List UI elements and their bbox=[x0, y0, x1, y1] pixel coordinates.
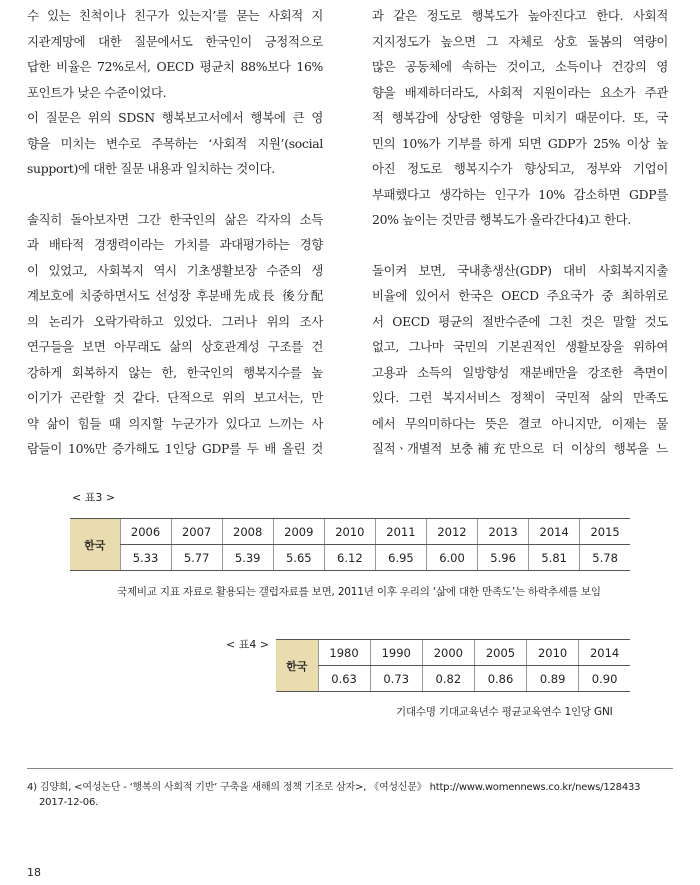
table4-value: 0.90 bbox=[579, 666, 630, 692]
text-line: 많은 공동체에 속하는 것이고, 소득이나 건강의 영 bbox=[372, 59, 668, 74]
text-line: 약 삶이 힘들 때 의지할 누군가가 있다고 느끼는 사 bbox=[27, 415, 323, 431]
table4-year: 2005 bbox=[474, 640, 526, 666]
text-line: 민의 10%가 기부를 하게 되면 GDP가 25% 이상 높 bbox=[372, 135, 668, 151]
table4-year: 2000 bbox=[422, 640, 474, 666]
footnote-line: 2017-12-06. bbox=[39, 797, 99, 808]
table4-year: 2010 bbox=[527, 640, 579, 666]
text-line: 계보호에 치중하면서도 선성장 후분배先成長 後分配 bbox=[27, 288, 323, 303]
footnote-line: 4) 김양희, <여성논단 - ‘행복의 사회적 기반’ 구축을 새해의 정책 기조로 삼자>, 《여성신문》 http://www.womennews.co.kr/news/128433 bbox=[27, 782, 641, 793]
left-paragraph-1 bbox=[27, 3, 323, 105]
text-line: 없고, 그나마 국민의 기본권적인 생활보장을 위하여 bbox=[372, 339, 668, 354]
table4-value: 0.73 bbox=[370, 666, 422, 692]
table4-value: 0.82 bbox=[422, 666, 474, 692]
table3-note: 국제비교 지표 자료로 활용되는 갤럽자료를 보면, 2011년 이후 우리의 ‘삶에 대한 만족도’는 하락추세를 보임 bbox=[117, 586, 601, 598]
table3-value: 5.81 bbox=[529, 545, 580, 571]
table4-year-row bbox=[276, 640, 630, 666]
text-line: 과 같은 정도로 행복도가 높아진다고 한다. 사회적 bbox=[372, 8, 668, 23]
table4-note: 기대수명 기대교육년수 평균교육연수 1인당 GNI bbox=[396, 706, 613, 718]
table3-label: < 표3 > bbox=[72, 491, 116, 504]
table4 bbox=[276, 639, 630, 692]
footnote-divider bbox=[27, 768, 673, 769]
text-line: 연구들을 보면 아무래도 삶의 상호관계성 구조를 건 bbox=[27, 339, 323, 354]
table4-year: 1990 bbox=[370, 640, 422, 666]
left-paragraph-3 bbox=[27, 207, 323, 462]
text-line: 질적ㆍ개별적 보충補充만으로 더 이상의 행복을 느 bbox=[372, 441, 668, 456]
text-line: 돌이켜 보면, 국내총생산(GDP) 대비 사회복지지출 bbox=[372, 262, 668, 278]
table4-label: < 표4 > bbox=[226, 638, 270, 651]
text-line: 솔직히 돌아보자면 그간 한국인의 삶은 각자의 소득 bbox=[27, 211, 323, 227]
right-column bbox=[372, 3, 668, 462]
table3 bbox=[70, 518, 630, 571]
text-line: 아진 정도로 행복지수가 향상되고, 정부와 기업이 bbox=[372, 161, 668, 176]
table4-year: 1980 bbox=[318, 640, 370, 666]
table4-value: 0.63 bbox=[318, 666, 370, 692]
text-line: support)에 대한 질문 내용과 일치하는 것이다. bbox=[27, 161, 275, 176]
table4-value-row bbox=[276, 666, 630, 692]
text-line: 있다. 그런 복지서비스 정책이 국민적 삶의 만족도 bbox=[372, 390, 668, 405]
text-line: 향을 미치는 변수로 주목하는 ‘사회적 지원’(social bbox=[27, 135, 323, 151]
text-line: 과 배타적 경쟁력이라는 가치를 과대평가하는 경향 bbox=[27, 237, 323, 252]
left-column bbox=[27, 3, 323, 462]
text-line: 의 논리가 오락가락하고 있었다. 그러나 위의 조사 bbox=[27, 313, 323, 329]
text-line: 수 있는 친척이나 친구가 있는지’를 묻는 사회적 지 bbox=[27, 8, 323, 23]
text-line: 이기가 곤란할 것 같다. 단적으로 위의 보고서는, 만 bbox=[27, 390, 323, 405]
text-line: 고용과 소득의 일방향성 재분배만을 강조한 측면이 bbox=[372, 364, 668, 380]
table3-year: 2009 bbox=[273, 519, 324, 545]
text-line: 이 있었고, 사회복지 역시 기초생활보장 수준의 생 bbox=[27, 262, 323, 278]
text-line: 향을 배제하더라도, 사회적 지원이라는 요소가 주관 bbox=[372, 84, 668, 100]
text-line: 부패했다고 생각하는 인구가 10% 감소하면 GDP를 bbox=[372, 186, 668, 202]
table3-year: 2007 bbox=[171, 519, 222, 545]
table3-year: 2011 bbox=[375, 519, 426, 545]
table3-value: 6.00 bbox=[426, 545, 477, 571]
table3-value: 6.12 bbox=[324, 545, 375, 571]
table3-value: 5.78 bbox=[580, 545, 630, 571]
table3-value-row bbox=[70, 545, 630, 571]
table3-year: 2008 bbox=[222, 519, 273, 545]
table3-value: 5.77 bbox=[171, 545, 222, 571]
table4-year: 2014 bbox=[579, 640, 630, 666]
table3-year: 2006 bbox=[120, 519, 171, 545]
right-paragraph-1 bbox=[372, 3, 668, 233]
table3-value: 5.96 bbox=[478, 545, 529, 571]
table3-year: 2015 bbox=[580, 519, 630, 545]
table3-year: 2013 bbox=[478, 519, 529, 545]
text-line: 지지정도가 높으면 그 자체로 상호 돌봄의 역량이 bbox=[372, 33, 668, 49]
text-line: 람들이 10%만 증가해도 1인당 GDP를 두 배 올린 것 bbox=[27, 441, 323, 456]
page-number: 18 bbox=[27, 866, 41, 879]
table3-value: 6.95 bbox=[375, 545, 426, 571]
text-line: 지관계망에 대한 질문에서도 한국인이 긍정적으로 bbox=[27, 33, 323, 49]
table3-year-row bbox=[70, 519, 630, 545]
text-line: 적 행복감에 상당한 영향을 미치기 때문이다. 또, 국 bbox=[372, 110, 668, 125]
text-line: 답한 비율은 72%로서, OECD 평균치 88%보다 16% bbox=[27, 59, 323, 74]
table3-value: 5.65 bbox=[273, 545, 324, 571]
footnote bbox=[27, 780, 673, 810]
text-line: 비율에 있어서 한국은 OECD 주요국가 중 최하위로 bbox=[372, 288, 668, 303]
text-line: 에서 무의미하다는 뜻은 결코 아니지만, 이제는 물 bbox=[372, 415, 668, 431]
right-paragraph-2 bbox=[372, 258, 668, 462]
table3-year: 2014 bbox=[529, 519, 580, 545]
table4-row-header: 한국 bbox=[276, 640, 318, 692]
text-line: 강하게 회복하지 않는 한, 한국인의 행복지수를 높 bbox=[27, 364, 323, 380]
table4-value: 0.89 bbox=[527, 666, 579, 692]
text-line: 20% 높이는 것만큼 행복도가 올라간다4)고 한다. bbox=[372, 212, 631, 227]
table3-year: 2010 bbox=[324, 519, 375, 545]
table3-year: 2012 bbox=[426, 519, 477, 545]
table3-row-header: 한국 bbox=[70, 519, 120, 571]
text-line: 이 질문은 위의 SDSN 행복보고서에서 행복에 큰 영 bbox=[27, 110, 323, 125]
text-line: 포인트가 낮은 수준이었다. bbox=[27, 84, 167, 100]
table3-value: 5.39 bbox=[222, 545, 273, 571]
table4-value: 0.86 bbox=[474, 666, 526, 692]
left-paragraph-2 bbox=[27, 105, 323, 182]
table3-value: 5.33 bbox=[120, 545, 171, 571]
text-line: 서 OECD 평균의 절반수준에 그친 것은 말할 것도 bbox=[372, 313, 668, 329]
